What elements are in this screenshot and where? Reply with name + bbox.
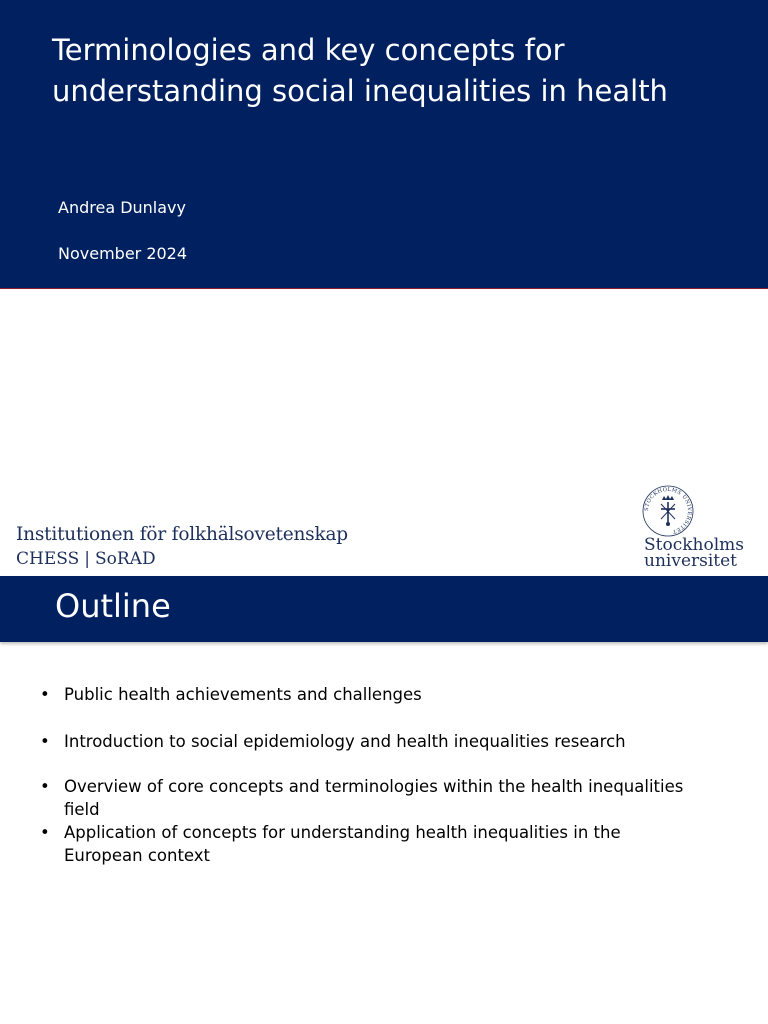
- list-item-text: Overview of core concepts and terminologies within the health inequalities field: [64, 777, 684, 819]
- list-item: [40, 683, 720, 706]
- list-item-text: Introduction to social epidemiology and health inequalities research: [64, 732, 626, 751]
- list-item: [40, 775, 720, 821]
- research-units: [16, 549, 156, 569]
- university-name: [644, 537, 744, 569]
- university-seal-icon: [642, 485, 694, 537]
- unit-sorad: SoRAD: [94, 549, 156, 569]
- unit-chess: CHESS: [16, 549, 80, 569]
- outline-title: Outline: [55, 587, 171, 625]
- author-name: Andrea Dunlavy: [58, 198, 186, 217]
- stockholm-university-logo: [642, 485, 746, 571]
- list-item-text: Public health achievements and challenges: [64, 685, 422, 704]
- bullet-icon: •: [40, 777, 50, 796]
- bullet-icon: •: [40, 823, 50, 842]
- university-name-line2: universitet: [644, 551, 738, 571]
- department-name: Institutionen för folkhälsovetenskap: [16, 524, 348, 545]
- bullet-icon: •: [40, 732, 50, 751]
- list-item: [40, 821, 720, 867]
- presentation-date: November 2024: [58, 244, 188, 263]
- svg-text:STOCKHOLMS UNIVERSITET: STOCKHOLMS UNIVERSITET: [643, 486, 693, 535]
- list-item-text: Application of concepts for understanding health inequalities in the European context: [64, 823, 621, 865]
- outline-slide-banner: [0, 576, 768, 642]
- list-item: [40, 730, 720, 753]
- title-slide-banner: [0, 0, 768, 289]
- unit-separator: |: [84, 549, 90, 569]
- presentation-title: Terminologies and key concepts for understanding social inequalities in health: [52, 33, 668, 108]
- bullet-icon: •: [40, 685, 50, 704]
- university-name-line1: Stockholms: [644, 535, 744, 555]
